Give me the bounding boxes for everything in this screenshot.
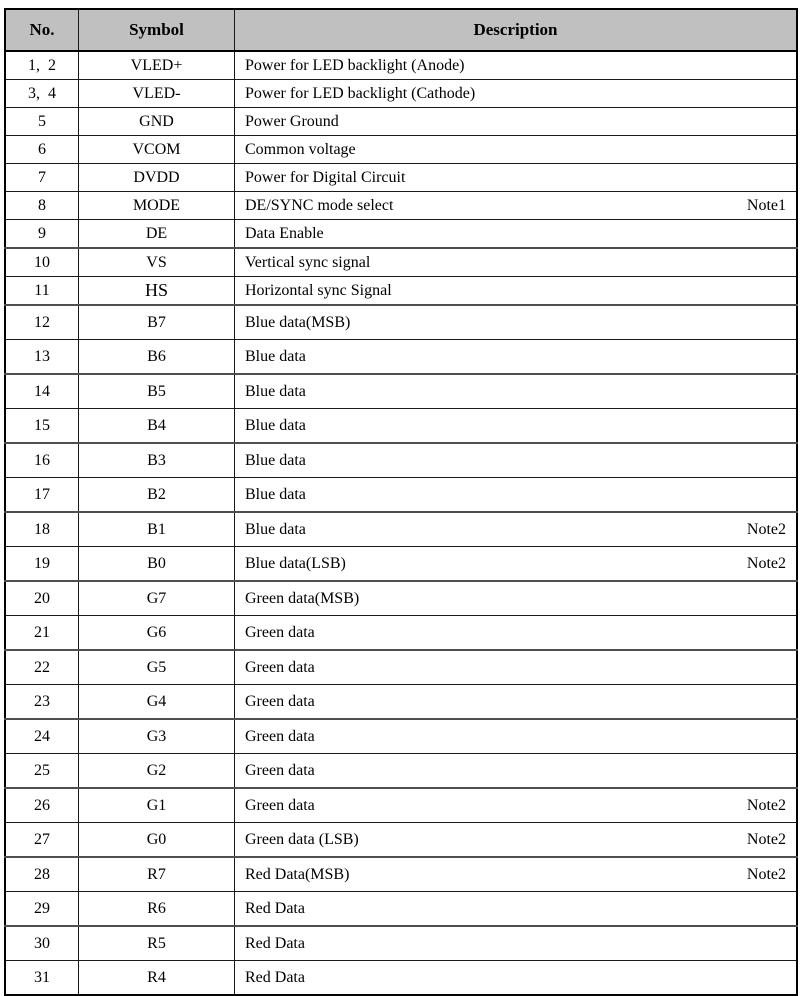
- pin-description-text: DE/SYNC mode select: [245, 196, 394, 214]
- pin-symbol-cell: G7: [79, 581, 235, 616]
- desc-wrap: [245, 417, 786, 435]
- pin-desc-cell: [235, 374, 798, 409]
- desc-wrap: [245, 225, 786, 243]
- pin-description-text: Green data: [245, 623, 315, 641]
- pin-description-text: Green data(MSB): [245, 589, 360, 607]
- pin-no-cell: 18: [5, 512, 79, 547]
- desc-wrap: [245, 254, 786, 272]
- pin-no-cell: 1, 2: [5, 51, 79, 80]
- desc-wrap: [245, 197, 786, 215]
- desc-wrap: [245, 831, 786, 849]
- pin-description-text: Blue data: [245, 451, 306, 469]
- pin-description-text: Red Data: [245, 968, 305, 986]
- note-label: Note2: [746, 554, 786, 572]
- pin-description-text: Blue data(MSB): [245, 313, 351, 331]
- pin-symbol-cell: MODE: [79, 192, 235, 220]
- table-row: [5, 164, 797, 192]
- pin-desc-cell: [235, 192, 798, 220]
- table-row: [5, 823, 797, 858]
- pin-desc-cell: [235, 754, 798, 789]
- pin-desc-cell: [235, 857, 798, 892]
- table-row: [5, 409, 797, 444]
- pin-no-cell: 28: [5, 857, 79, 892]
- pin-desc-cell: [235, 305, 798, 340]
- pin-no-cell: 27: [5, 823, 79, 858]
- pin-no-cell: 3, 4: [5, 80, 79, 108]
- pin-no-cell: 9: [5, 220, 79, 249]
- table-row: [5, 80, 797, 108]
- note-label: Note2: [746, 830, 786, 848]
- pin-description-text: Green data (LSB): [245, 830, 359, 848]
- note-label: Note2: [746, 865, 786, 883]
- pin-desc-cell: [235, 719, 798, 754]
- pin-no-cell: 20: [5, 581, 79, 616]
- pin-description-text: Power Ground: [245, 112, 339, 130]
- pin-symbol-cell: R4: [79, 961, 235, 996]
- pin-no-cell: 26: [5, 788, 79, 823]
- pin-symbol-cell: G2: [79, 754, 235, 789]
- desc-wrap: [245, 452, 786, 470]
- pin-symbol-cell: R6: [79, 892, 235, 927]
- table-row: [5, 108, 797, 136]
- pin-description-text: Green data: [245, 692, 315, 710]
- table-row: [5, 340, 797, 375]
- desc-wrap: [245, 935, 786, 953]
- pin-desc-cell: [235, 581, 798, 616]
- table-row: [5, 547, 797, 582]
- pin-symbol-cell: VCOM: [79, 136, 235, 164]
- pin-desc-cell: [235, 961, 798, 996]
- desc-wrap: [245, 555, 786, 573]
- pin-desc-cell: [235, 136, 798, 164]
- pin-description-text: Green data: [245, 796, 315, 814]
- note-label: Note1: [746, 196, 786, 214]
- pin-desc-cell: [235, 685, 798, 720]
- desc-wrap: [245, 282, 786, 300]
- table-row: [5, 305, 797, 340]
- pin-description-text: Blue data: [245, 416, 306, 434]
- pin-no-cell: 11: [5, 277, 79, 306]
- desc-wrap: [245, 521, 786, 539]
- pin-desc-cell: [235, 277, 798, 306]
- desc-wrap: [245, 900, 786, 918]
- pin-symbol-cell: DVDD: [79, 164, 235, 192]
- desc-wrap: [245, 659, 786, 677]
- desc-wrap: [245, 169, 786, 187]
- header-description: Description: [235, 9, 798, 51]
- pin-table-body: [5, 51, 797, 995]
- table-row: [5, 136, 797, 164]
- pin-description-table: [4, 8, 798, 996]
- pin-no-cell: 23: [5, 685, 79, 720]
- pin-no-cell: 5: [5, 108, 79, 136]
- desc-wrap: [245, 85, 786, 103]
- pin-no-cell: 8: [5, 192, 79, 220]
- pin-desc-cell: [235, 248, 798, 277]
- pin-desc-cell: [235, 616, 798, 651]
- pin-desc-cell: [235, 892, 798, 927]
- pin-description-text: Vertical sync signal: [245, 253, 371, 271]
- pin-no-cell: 31: [5, 961, 79, 996]
- table-row: [5, 650, 797, 685]
- pin-no-cell: 25: [5, 754, 79, 789]
- table-row: [5, 248, 797, 277]
- table-row: [5, 788, 797, 823]
- pin-symbol-cell: B3: [79, 443, 235, 478]
- desc-wrap: [245, 969, 786, 987]
- pin-symbol-cell: VLED+: [79, 51, 235, 80]
- pin-no-cell: 29: [5, 892, 79, 927]
- pin-no-cell: 19: [5, 547, 79, 582]
- desc-wrap: [245, 348, 786, 366]
- pin-no-cell: 16: [5, 443, 79, 478]
- pin-no-cell: 21: [5, 616, 79, 651]
- table-row: [5, 443, 797, 478]
- table-row: [5, 892, 797, 927]
- pin-symbol-cell: B4: [79, 409, 235, 444]
- pin-description-text: Green data: [245, 727, 315, 745]
- table-row: [5, 192, 797, 220]
- pin-no-cell: 6: [5, 136, 79, 164]
- pin-symbol-cell: G4: [79, 685, 235, 720]
- pin-desc-cell: [235, 51, 798, 80]
- pin-symbol-cell: B6: [79, 340, 235, 375]
- pin-no-cell: 13: [5, 340, 79, 375]
- pin-desc-cell: [235, 220, 798, 249]
- pin-no-cell: 10: [5, 248, 79, 277]
- desc-wrap: [245, 590, 786, 608]
- pin-symbol-cell: B0: [79, 547, 235, 582]
- pin-symbol-cell: R5: [79, 926, 235, 961]
- pin-desc-cell: [235, 108, 798, 136]
- pin-desc-cell: [235, 788, 798, 823]
- pin-desc-cell: [235, 512, 798, 547]
- desc-wrap: [245, 486, 786, 504]
- table-row: [5, 51, 797, 80]
- pin-symbol-cell: B7: [79, 305, 235, 340]
- pin-no-cell: 12: [5, 305, 79, 340]
- pin-symbol-cell: G3: [79, 719, 235, 754]
- table-row: [5, 277, 797, 306]
- pin-description-text: Blue data: [245, 485, 306, 503]
- desc-wrap: [245, 57, 786, 75]
- pin-description-text: Blue data: [245, 382, 306, 400]
- pin-desc-cell: [235, 340, 798, 375]
- pin-desc-cell: [235, 164, 798, 192]
- desc-wrap: [245, 866, 786, 884]
- table-row: [5, 685, 797, 720]
- table-header-row: [5, 9, 797, 51]
- table-row: [5, 754, 797, 789]
- pin-symbol-cell: B1: [79, 512, 235, 547]
- desc-wrap: [245, 624, 786, 642]
- table-row: [5, 857, 797, 892]
- table-row: [5, 961, 797, 996]
- pin-description-text: Power for Digital Circuit: [245, 168, 406, 186]
- desc-wrap: [245, 141, 786, 159]
- desc-wrap: [245, 113, 786, 131]
- desc-wrap: [245, 314, 786, 332]
- pin-no-cell: 22: [5, 650, 79, 685]
- pin-description-text: Blue data(LSB): [245, 554, 346, 572]
- pin-symbol-cell: G0: [79, 823, 235, 858]
- pin-no-cell: 15: [5, 409, 79, 444]
- desc-wrap: [245, 728, 786, 746]
- pin-symbol-cell: B2: [79, 478, 235, 513]
- pin-symbol-cell: G5: [79, 650, 235, 685]
- pin-no-cell: 14: [5, 374, 79, 409]
- pin-description-text: Green data: [245, 761, 315, 779]
- table-row: [5, 616, 797, 651]
- pin-symbol-cell: GND: [79, 108, 235, 136]
- pin-description-text: Red Data: [245, 934, 305, 952]
- pin-desc-cell: [235, 478, 798, 513]
- pin-desc-cell: [235, 80, 798, 108]
- pin-symbol-cell: VLED-: [79, 80, 235, 108]
- pin-description-text: Power for LED backlight (Cathode): [245, 84, 476, 102]
- table-row: [5, 719, 797, 754]
- pin-description-text: Common voltage: [245, 140, 356, 158]
- pin-description-text: Data Enable: [245, 224, 324, 242]
- pin-desc-cell: [235, 547, 798, 582]
- pin-symbol-cell: HS: [79, 277, 235, 306]
- pin-desc-cell: [235, 409, 798, 444]
- pin-description-text: Power for LED backlight (Anode): [245, 56, 465, 74]
- pin-description-text: Green data: [245, 658, 315, 676]
- desc-wrap: [245, 797, 786, 815]
- pin-desc-cell: [235, 443, 798, 478]
- table-row: [5, 374, 797, 409]
- table-row: [5, 926, 797, 961]
- table-row: [5, 478, 797, 513]
- pin-desc-cell: [235, 926, 798, 961]
- pin-no-cell: 24: [5, 719, 79, 754]
- pin-symbol-cell: VS: [79, 248, 235, 277]
- pin-description-text: Blue data: [245, 347, 306, 365]
- table-row: [5, 581, 797, 616]
- pin-description-text: Horizontal sync Signal: [245, 281, 392, 299]
- table-row: [5, 512, 797, 547]
- table-row: [5, 220, 797, 249]
- desc-wrap: [245, 383, 786, 401]
- pin-symbol-cell: R7: [79, 857, 235, 892]
- pin-symbol-cell: B5: [79, 374, 235, 409]
- pin-no-cell: 30: [5, 926, 79, 961]
- pin-description-text: Red Data: [245, 899, 305, 917]
- pin-desc-cell: [235, 823, 798, 858]
- pin-description-text: Blue data: [245, 520, 306, 538]
- note-label: Note2: [746, 796, 786, 814]
- pin-no-cell: 7: [5, 164, 79, 192]
- desc-wrap: [245, 762, 786, 780]
- pin-description-text: Red Data(MSB): [245, 865, 350, 883]
- pin-symbol-cell: DE: [79, 220, 235, 249]
- header-symbol: Symbol: [79, 9, 235, 51]
- pin-symbol-cell: G6: [79, 616, 235, 651]
- header-no: No.: [5, 9, 79, 51]
- desc-wrap: [245, 693, 786, 711]
- note-label: Note2: [746, 520, 786, 538]
- pin-symbol-cell: G1: [79, 788, 235, 823]
- pin-no-cell: 17: [5, 478, 79, 513]
- pin-desc-cell: [235, 650, 798, 685]
